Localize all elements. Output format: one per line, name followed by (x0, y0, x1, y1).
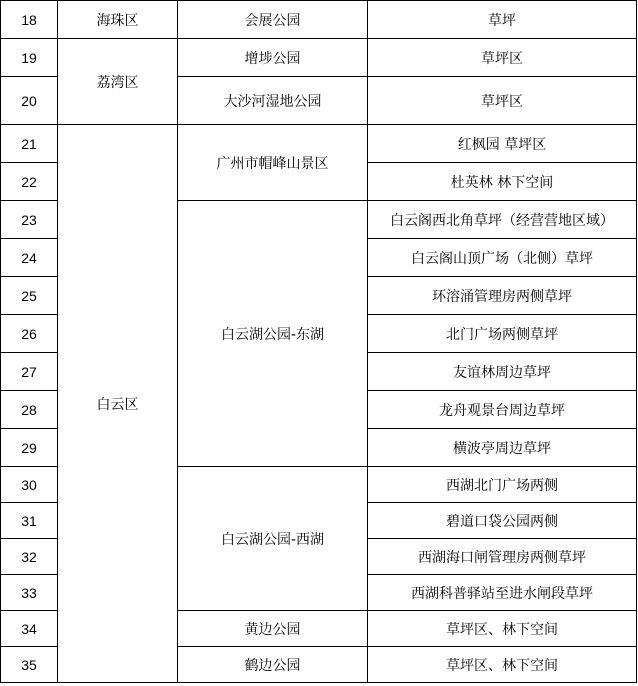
row-number: 22 (1, 163, 58, 201)
area-cell: 杜英林 林下空间 (368, 163, 637, 201)
area-cell: 龙舟观景台周边草坪 (368, 391, 637, 429)
park-cell: 黄边公园 (178, 611, 368, 647)
row-number: 23 (1, 201, 58, 239)
area-cell: 草坪区、林下空间 (368, 647, 637, 683)
row-number: 26 (1, 315, 58, 353)
district-cell: 海珠区 (58, 1, 178, 39)
row-number: 33 (1, 575, 58, 611)
table-row (1, 1, 637, 39)
area-cell: 红枫园 草坪区 (368, 125, 637, 163)
area-cell: 横波亭周边草坪 (368, 429, 637, 467)
park-cell: 白云湖公园-东湖 (178, 201, 368, 467)
area-cell: 西湖北门广场两侧 (368, 467, 637, 503)
area-cell: 白云阁山顶广场（北侧）草坪 (368, 239, 637, 277)
row-number: 29 (1, 429, 58, 467)
district-cell: 荔湾区 (58, 39, 178, 125)
row-number: 24 (1, 239, 58, 277)
row-number: 25 (1, 277, 58, 315)
park-cell: 会展公园 (178, 1, 368, 39)
area-cell: 碧道口袋公园两侧 (368, 503, 637, 539)
park-cell: 大沙河湿地公园 (178, 77, 368, 125)
row-number: 32 (1, 539, 58, 575)
area-cell: 西湖海口闸管理房两侧草坪 (368, 539, 637, 575)
park-cell: 广州市帽峰山景区 (178, 125, 368, 201)
row-number: 30 (1, 467, 58, 503)
row-number: 19 (1, 39, 58, 77)
row-number: 28 (1, 391, 58, 429)
park-cell: 鹤边公园 (178, 647, 368, 683)
table-row (1, 39, 637, 77)
district-cell: 白云区 (58, 125, 178, 683)
row-number: 18 (1, 1, 58, 39)
row-number: 31 (1, 503, 58, 539)
area-cell: 草坪区 (368, 39, 637, 77)
area-cell: 草坪区 (368, 77, 637, 125)
row-number: 20 (1, 77, 58, 125)
park-cell: 增埗公园 (178, 39, 368, 77)
area-cell: 草坪 (368, 1, 637, 39)
row-number: 34 (1, 611, 58, 647)
row-number: 35 (1, 647, 58, 683)
table-row (1, 125, 637, 163)
park-cell: 白云湖公园-西湖 (178, 467, 368, 611)
area-cell: 西湖科普驿站至进水闸段草坪 (368, 575, 637, 611)
area-cell: 环溶涌管理房两侧草坪 (368, 277, 637, 315)
row-number: 21 (1, 125, 58, 163)
area-cell: 北门广场两侧草坪 (368, 315, 637, 353)
area-cell: 友谊林周边草坪 (368, 353, 637, 391)
row-number: 27 (1, 353, 58, 391)
area-cell: 白云阁西北角草坪（经营营地区域） (368, 201, 637, 239)
area-cell: 草坪区、林下空间 (368, 611, 637, 647)
